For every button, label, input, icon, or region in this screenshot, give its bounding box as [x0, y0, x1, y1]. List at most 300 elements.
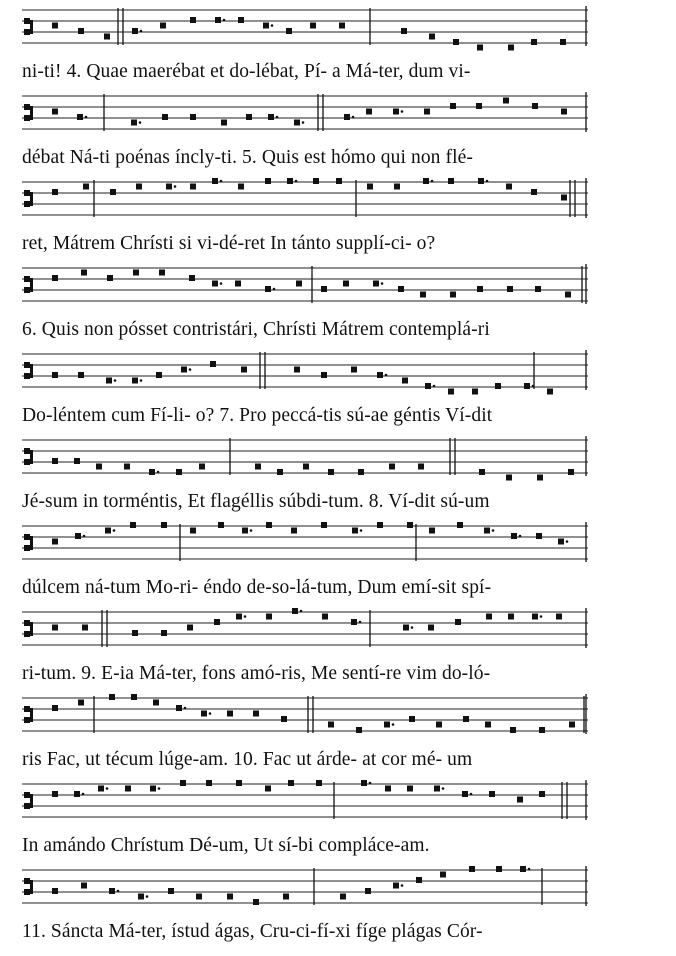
neume-note [159, 270, 165, 276]
neume-note [263, 23, 269, 29]
neume-note [74, 458, 80, 464]
mora-dot [540, 615, 543, 618]
neume-note [181, 367, 187, 373]
neume-note [107, 275, 113, 281]
neume-note [429, 34, 435, 40]
neume-note [238, 17, 244, 23]
mora-dot [532, 385, 535, 388]
neume-note [241, 367, 247, 373]
neume-note [398, 286, 404, 292]
neume-note [556, 614, 562, 620]
neume-note [429, 528, 435, 534]
neume-note [131, 120, 137, 126]
lyric-line: Jé-sum in torméntis, Et flagéllis súbdi-tum. 8. Ví-dit sú-um [22, 491, 490, 512]
neume-note [78, 700, 84, 706]
mora-dot [401, 884, 404, 887]
mora-dot [220, 180, 223, 183]
neume-note [453, 39, 459, 45]
music-staff [22, 608, 588, 656]
mora-dot [184, 707, 187, 710]
neume-note [161, 630, 167, 636]
neume-note [287, 178, 293, 184]
mora-dot [189, 368, 192, 371]
music-staff [22, 264, 588, 312]
mora-dot [431, 180, 434, 183]
neume-note [469, 866, 475, 872]
neume-note [266, 614, 272, 620]
neume-note [125, 786, 131, 792]
neume-note [321, 522, 327, 528]
neume-note [531, 39, 537, 45]
neume-note [214, 619, 220, 625]
neume-note [294, 120, 300, 126]
neume-note [416, 877, 422, 883]
neume-note [394, 184, 400, 190]
mora-dot [139, 121, 142, 124]
lyric-line: In amándo Chrístum Dé-um, Ut sí-bi compláce-am. [22, 835, 430, 856]
neume-note [351, 367, 357, 373]
neume-note [316, 780, 322, 786]
neume-note [462, 791, 468, 797]
neume-note [340, 894, 346, 900]
chant-system [0, 694, 676, 781]
neume-note [424, 109, 430, 115]
neume-note [190, 528, 196, 534]
music-staff [22, 436, 588, 484]
chant-system [0, 866, 676, 953]
mora-dot [271, 24, 274, 27]
neume-note [176, 469, 182, 475]
clef-icon [24, 878, 33, 895]
neume-note [393, 109, 399, 115]
neume-note [156, 372, 162, 378]
music-staff [22, 694, 588, 742]
neume-note [253, 711, 259, 717]
mora-dot [158, 787, 161, 790]
neume-note [510, 727, 516, 733]
neume-note [477, 45, 483, 51]
neume-note [131, 694, 137, 700]
neume-note [227, 894, 233, 900]
mora-dot [359, 621, 362, 624]
neume-note [190, 184, 196, 190]
neume-note [150, 786, 156, 792]
neume-note [463, 716, 469, 722]
neume-note [344, 114, 350, 120]
chant-system [0, 522, 676, 609]
neume-note [266, 522, 272, 528]
lyric-line: ni-ti! 4. Quae maerébat et do-lébat, Pí- a Má-ter, dum vi- [22, 61, 471, 82]
neume-note [476, 103, 482, 109]
neume-note [161, 522, 167, 528]
neume-note [236, 780, 242, 786]
music-staff [22, 92, 588, 140]
neume-note [561, 109, 567, 115]
music-staff [22, 780, 588, 828]
neume-note [547, 389, 553, 395]
neume-note [517, 797, 523, 803]
neume-note [132, 630, 138, 636]
neume-note [176, 705, 182, 711]
neume-note [52, 625, 58, 631]
lyric-line: débat Ná-ti poénas íncly-ti. 5. Quis est hómo qui non flé- [22, 147, 473, 168]
neume-note [281, 716, 287, 722]
mora-dot [369, 782, 372, 785]
neume-note [242, 528, 248, 534]
mora-dot [114, 379, 117, 382]
neume-note [206, 780, 212, 786]
neume-note [560, 39, 566, 45]
neume-note [81, 270, 87, 276]
neume-note [78, 372, 84, 378]
neume-note [448, 389, 454, 395]
neume-note [96, 464, 102, 470]
neume-note [508, 45, 514, 51]
neume-note [418, 464, 424, 470]
neume-note [81, 883, 87, 889]
neume-note [322, 614, 328, 620]
neume-note [215, 17, 221, 23]
neume-note [190, 17, 196, 23]
neume-note [153, 700, 159, 706]
chant-system [0, 92, 676, 179]
lyric-line: ret, Mátrem Chrísti si vi-dé-ret In tánto supplí-ci- o? [22, 233, 436, 254]
neume-note [496, 866, 502, 872]
clef-icon [24, 104, 33, 121]
clef-icon [24, 448, 33, 465]
neume-note [428, 625, 434, 631]
neume-note [190, 114, 196, 120]
mora-dot [220, 282, 223, 285]
neume-note [561, 195, 567, 201]
mora-dot [140, 30, 143, 33]
neume-note [507, 286, 513, 292]
neume-note [366, 109, 372, 115]
mora-dot [85, 116, 88, 119]
neume-note [539, 791, 545, 797]
neume-note [569, 722, 575, 728]
neume-note [201, 711, 207, 717]
chant-system [0, 780, 676, 867]
neume-note [484, 528, 490, 534]
chant-system [0, 6, 676, 93]
neume-note [265, 286, 271, 292]
neume-note [130, 522, 136, 528]
neume-note [537, 475, 543, 481]
neume-note [180, 780, 186, 786]
neume-note [384, 722, 390, 728]
neume-note [52, 23, 58, 29]
mora-dot [113, 529, 116, 532]
clef-icon [24, 362, 33, 379]
music-staff [22, 866, 588, 914]
clef-icon [24, 792, 33, 809]
neume-note [409, 716, 415, 722]
neume-note [508, 614, 514, 620]
neume-note [486, 614, 492, 620]
neume-note [74, 791, 80, 797]
neume-note [377, 372, 383, 378]
neume-note [328, 469, 334, 475]
neume-note [221, 120, 227, 126]
neume-note [52, 458, 58, 464]
neume-note [149, 469, 155, 475]
mora-dot [106, 787, 109, 790]
neume-note [477, 286, 483, 292]
mora-dot [146, 895, 149, 898]
neume-note [457, 522, 463, 528]
neume-note [104, 34, 110, 40]
neume-note [238, 184, 244, 190]
neume-note [313, 178, 319, 184]
neume-note [489, 791, 495, 797]
mora-dot [492, 529, 495, 532]
neume-note [199, 464, 205, 470]
neume-note [246, 114, 252, 120]
neume-note [52, 189, 58, 195]
mora-dot [381, 282, 384, 285]
neume-note [292, 608, 298, 614]
neume-note [423, 178, 429, 184]
neume-note [196, 894, 202, 900]
neume-note [485, 722, 491, 728]
neume-note [343, 281, 349, 287]
lyric-line: Do-léntem cum Fí-li- o? 7. Pro peccá-tis sú-ae géntis Ví-dit [22, 405, 493, 426]
neume-note [450, 103, 456, 109]
neume-note [403, 625, 409, 631]
music-staff [22, 6, 588, 54]
neume-note [235, 281, 241, 287]
neume-note [109, 694, 115, 700]
neume-note [425, 383, 431, 389]
mora-dot [352, 116, 355, 119]
mora-dot [82, 793, 85, 796]
neume-note [420, 292, 426, 298]
neume-note [268, 114, 274, 120]
neume-note [78, 28, 84, 34]
neume-note [52, 705, 58, 711]
mora-dot [295, 180, 298, 183]
mora-dot [385, 374, 388, 377]
neume-note [565, 292, 571, 298]
neume-note [110, 189, 116, 195]
neume-note [75, 533, 81, 539]
neume-note [511, 533, 517, 539]
neume-note [166, 184, 172, 190]
neume-note [393, 883, 399, 889]
lyric-line: 6. Quis non pósset contristári, Chrísti Mátrem contemplá-ri [22, 319, 490, 340]
clef-icon [24, 706, 33, 723]
neume-note [212, 281, 218, 287]
mora-dot [157, 471, 160, 474]
neume-note [277, 469, 283, 475]
mora-dot [117, 890, 120, 893]
neume-note [472, 389, 478, 395]
neume-note [532, 614, 538, 620]
neume-note [52, 888, 58, 894]
neume-note [321, 372, 327, 378]
mora-dot [566, 540, 569, 543]
neume-note [401, 28, 407, 34]
neume-note [321, 286, 327, 292]
music-staff [22, 522, 588, 570]
neume-note [448, 178, 454, 184]
neume-note [506, 475, 512, 481]
neume-note [373, 281, 379, 287]
mora-dot [433, 385, 436, 388]
neume-note [283, 894, 289, 900]
lyric-line: ri-tum. 9. E-ia Má-ter, fons amó-ris, Me sentí-re vim do-ló- [22, 663, 491, 684]
mora-dot [300, 610, 303, 613]
clef-icon [24, 190, 33, 207]
neume-note [558, 539, 564, 545]
chant-system [0, 264, 676, 351]
neume-note [495, 383, 501, 389]
neume-note [265, 178, 271, 184]
clef-icon [24, 534, 33, 551]
clef-icon [24, 620, 33, 637]
neume-note [160, 23, 166, 29]
neume-note [436, 722, 442, 728]
neume-note [310, 23, 316, 29]
neume-note [136, 184, 142, 190]
neume-note [168, 888, 174, 894]
neume-note [434, 786, 440, 792]
mora-dot [83, 535, 86, 538]
neume-note [361, 780, 367, 786]
chant-system [0, 436, 676, 523]
clef-icon [24, 18, 33, 35]
neume-note [450, 292, 456, 298]
neume-note [539, 727, 545, 733]
neume-note [187, 625, 193, 631]
mora-dot [528, 868, 531, 871]
neume-note [339, 23, 345, 29]
chant-system [0, 608, 676, 695]
neume-note [162, 114, 168, 120]
neume-note [212, 178, 218, 184]
music-staff [22, 178, 588, 226]
mora-dot [273, 288, 276, 291]
mora-dot [442, 787, 445, 790]
lyric-line: 11. Sáncta Má-ter, ístud ágas, Cru-ci-fí-xi fíge plágas Cór- [22, 921, 483, 942]
neume-note [535, 286, 541, 292]
mora-dot [401, 110, 404, 113]
neume-note [385, 786, 391, 792]
neume-note [138, 894, 144, 900]
neume-note [210, 361, 216, 367]
mora-dot [244, 615, 247, 618]
neume-note [356, 727, 362, 733]
mora-dot [470, 793, 473, 796]
mora-dot [519, 535, 522, 538]
neume-note [531, 189, 537, 195]
neume-note [532, 103, 538, 109]
neume-note [336, 178, 342, 184]
neume-note [227, 711, 233, 717]
neume-note [568, 469, 574, 475]
chant-system [0, 350, 676, 437]
mora-dot [276, 116, 279, 119]
neume-note [328, 722, 334, 728]
neume-note [98, 786, 104, 792]
lyric-line: ris Fac, ut técum lúge-am. 10. Fac ut árde- at cor mé- um [22, 749, 473, 770]
neume-note [351, 619, 357, 625]
neume-note [503, 98, 509, 104]
neume-note [255, 464, 261, 470]
neume-note [294, 367, 300, 373]
neume-note [132, 378, 138, 384]
neume-note [105, 528, 111, 534]
neume-note [440, 872, 446, 878]
neume-note [265, 786, 271, 792]
neume-note [291, 528, 297, 534]
mora-dot [223, 19, 226, 22]
mora-dot [140, 379, 143, 382]
music-staff [22, 350, 588, 398]
neume-note [132, 28, 138, 34]
neume-note [296, 281, 302, 287]
neume-note [389, 464, 395, 470]
neume-note [536, 533, 542, 539]
neume-note [478, 178, 484, 184]
neume-note [358, 469, 364, 475]
neume-note [407, 786, 413, 792]
neume-note [109, 888, 115, 894]
clef-icon [24, 276, 33, 293]
neume-note [106, 378, 112, 384]
neume-note [286, 28, 292, 34]
neume-note [365, 888, 371, 894]
mora-dot [209, 712, 212, 715]
lyric-line: dúlcem ná-tum Mo-ri- éndo de-so-lá-tum, Dum emí-sit spí- [22, 577, 492, 598]
neume-note [52, 791, 58, 797]
neume-note [133, 270, 139, 276]
neume-note [124, 464, 130, 470]
neume-note [367, 184, 373, 190]
neume-note [455, 619, 461, 625]
neume-note [218, 522, 224, 528]
neume-note [52, 372, 58, 378]
neume-note [303, 464, 309, 470]
mora-dot [486, 180, 489, 183]
neume-note [352, 528, 358, 534]
neume-note [524, 383, 530, 389]
mora-dot [392, 723, 395, 726]
mora-dot [411, 626, 414, 629]
neume-note [253, 899, 259, 905]
neume-note [83, 184, 89, 190]
neume-note [402, 378, 408, 384]
neume-note [479, 469, 485, 475]
mora-dot [174, 185, 177, 188]
neume-note [506, 184, 512, 190]
neume-note [236, 614, 242, 620]
neume-note [52, 275, 58, 281]
mora-dot [360, 529, 363, 532]
chant-system [0, 178, 676, 265]
mora-dot [302, 121, 305, 124]
neume-note [520, 866, 526, 872]
neume-note [82, 625, 88, 631]
neume-note [407, 522, 413, 528]
neume-note [288, 780, 294, 786]
neume-note [52, 539, 58, 545]
neume-note [377, 522, 383, 528]
neume-note [52, 109, 58, 115]
mora-dot [250, 529, 253, 532]
neume-note [189, 275, 195, 281]
